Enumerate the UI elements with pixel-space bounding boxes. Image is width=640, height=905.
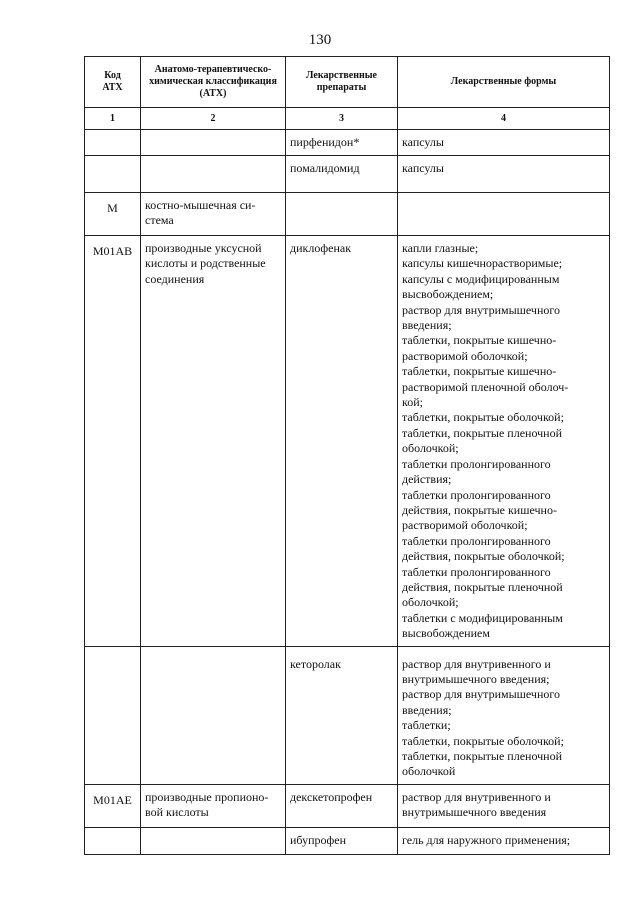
drug-cell: диклофенак [290,241,352,255]
dosage-forms-cell: капли глазные; капсулы кишечнорастворимые; капсулы с модифицированным высвобождением; раствор для внутримышечного введения; таблетки, покрытые кишечно- растворимой оболочкой; таблетки, покрытые кишечно- растворимой пленочной оболоч- кой; таблетки, покрытые оболочкой; таблетки, покрытые пленочной оболочкой; таблетки пролонгированного действия; таблетки пролонгированного действия, покрытые кишечно- растворимой оболочкой; таблетки пролонгированного действия, покрытые оболочкой; таблетки пролонгированного действия, покрытые пленочной оболочкой; таблетки с модифицированным высвобождением [402,241,569,641]
atx-drug-table [84,56,610,855]
drug-cell: кеторолак [290,656,341,671]
classification-cell: производные пропионо- вой кислоты [145,789,269,820]
atx-code-cell: M01AE [93,792,132,807]
column-number: 4 [398,108,610,130]
header-dosage-forms: Лекарственные формы [398,57,610,108]
atx-code-cell [85,828,140,840]
header-drugs: Лекарственные препараты [286,57,398,108]
classification-cell [141,130,285,139]
column-number: 3 [286,108,398,130]
drug-cell: пирфенидон* [290,135,360,149]
atx-code-cell: M [107,201,118,215]
column-number: 1 [85,108,141,130]
table-row [85,646,610,784]
page-number: 130 [308,32,332,48]
drug-cell: декскетопрофен [290,789,373,804]
drug-cell: ибупрофен [290,832,347,847]
atx-code-cell: M01AB [92,244,133,258]
atx-code-cell [85,130,140,142]
classification-cell [141,647,285,661]
table-row [85,156,610,193]
table-row [85,827,610,854]
dosage-forms-cell: капсулы [402,135,444,149]
classification-cell: производные уксусной кислоты и родственные соединения [145,241,266,286]
classification-cell: костно-мышечная си- стема [145,198,256,228]
header-atx-code: Код АТХ [85,57,141,108]
classification-cell [141,156,285,165]
column-number: 2 [141,108,286,130]
atx-code-cell [85,647,140,661]
table-row [85,130,610,156]
table-row [85,236,610,647]
atx-code-cell [85,156,140,168]
table-row [85,784,610,827]
dosage-forms-cell: капсулы [402,161,444,175]
classification-cell [141,828,285,837]
header-atx-classification: Анатомо-терапевтическо- химическая классификация (АТХ) [141,57,286,108]
table-header-row [85,57,610,108]
dosage-forms-cell [398,193,609,202]
dosage-forms-cell: раствор для внутривенного и внутримышечного введения [402,789,551,820]
column-number-row [85,108,610,130]
drug-cell [286,193,397,202]
dosage-forms-cell: гель для наружного применения; [402,832,571,847]
drug-cell: помалидомид [290,161,360,175]
table-row [85,193,610,236]
dosage-forms-cell: раствор для внутривенного и внутримышечного введения; раствор для внутримышечного введения; таблетки; таблетки, покрытые оболочкой; таблетки, покрытые пленочной оболочкой [402,656,564,779]
